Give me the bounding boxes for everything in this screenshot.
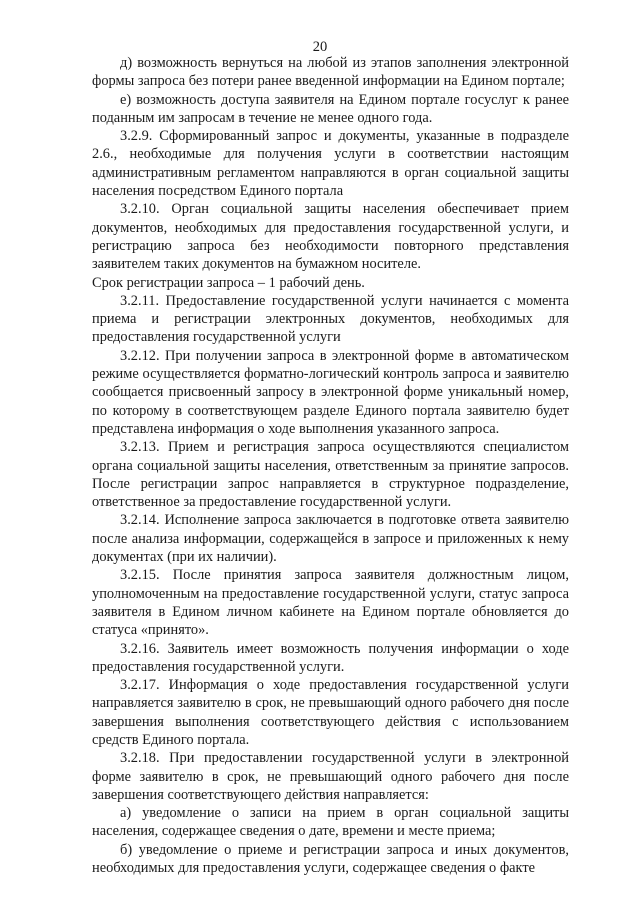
paragraph-3-2-18: 3.2.18. При предоставлении государственной услуги в электронной форме заявителю в срок, не превышающий одного рабочего дня после завершения соответствующего действия направляется: — [92, 750, 569, 803]
paragraph-3-2-12: 3.2.12. При получении запроса в электронной форме в автоматическом режиме осуществляется форматно-логический контроль запроса и заявителю сообщается присвоенный запросу в электронной форме уникальный номер, по которому в соответствующем разделе Единого портала заявителю будет представлена информация о ходе выполнения указанного запроса. — [92, 347, 569, 437]
paragraph-3-2-11: 3.2.11. Предоставление государственной услуги начинается с момента приема и регистрации электронных документов, необходимых для предоставления государственной услуги — [92, 292, 569, 346]
paragraph-item-a: а) уведомление о записи на прием в орган социальной защиты населения, содержащее сведения о дате, времени и месте приема; — [92, 805, 569, 840]
paragraph-item-d: д) возможность вернуться на любой из этапов заполнения электронной формы запроса без потери ранее введенной информации на Едином портале; — [92, 55, 569, 90]
paragraph-item-e: е) возможность доступа заявителя на Едином портале госуслуг к ранее поданным им запросам в течение не менее одного года. — [92, 91, 569, 126]
paragraph-3-2-15: 3.2.15. После принятия запроса заявителя должностным лицом, уполномоченным на предоставление государственной услуги, статус запроса заявителя в Едином личном кабинете на Едином портале обновляется до статуса «принято». — [92, 567, 569, 639]
paragraph-3-2-10: 3.2.10. Орган социальной защиты населения обеспечивает прием документов, необходимых для предоставления государственной услуги, и регистрацию запроса без необходимости повторного представления заявителем таких документов на бумажном носителе. — [92, 201, 569, 273]
paragraph-3-2-14: 3.2.14. Исполнение запроса заключается в подготовке ответа заявителю после анализа информации, содержащейся в запросе и приложенных к нему документах (при их наличии). — [92, 512, 569, 566]
document-body — [92, 54, 569, 877]
paragraph-item-b: б) уведомление о приеме и регистрации запроса и иных документов, необходимых для предоставления услуги, содержащее сведения о факте — [92, 841, 569, 877]
paragraph-3-2-13: 3.2.13. Прием и регистрация запроса осуществляются специалистом органа социальной защиты населения, ответственным за принятие запросов. После регистрации запрос направляется в структурное подразделение, ответственное за предоставление государственной услуги. — [92, 439, 569, 511]
page-number: 20 — [312, 39, 328, 55]
paragraph-3-2-17: 3.2.17. Информация о ходе предоставления государственной услуги направляется заявителю в срок, не превышающий одного рабочего дня после завершения выполнения соответствующего действия с использованием средств Единого портала. — [92, 677, 569, 748]
paragraph-registration-term: Срок регистрации запроса – 1 рабочий день. — [92, 274, 365, 291]
paragraph-3-2-9: 3.2.9. Сформированный запрос и документы, указанные в подразделе 2.6., необходимые для получения услуги в соответствии настоящим административным регламентом направляются в орган социальной защиты населения посредством Единого портала — [92, 128, 569, 200]
paragraph-3-2-16: 3.2.16. Заявитель имеет возможность получения информации о ходе предоставления государственной услуги. — [92, 640, 569, 675]
